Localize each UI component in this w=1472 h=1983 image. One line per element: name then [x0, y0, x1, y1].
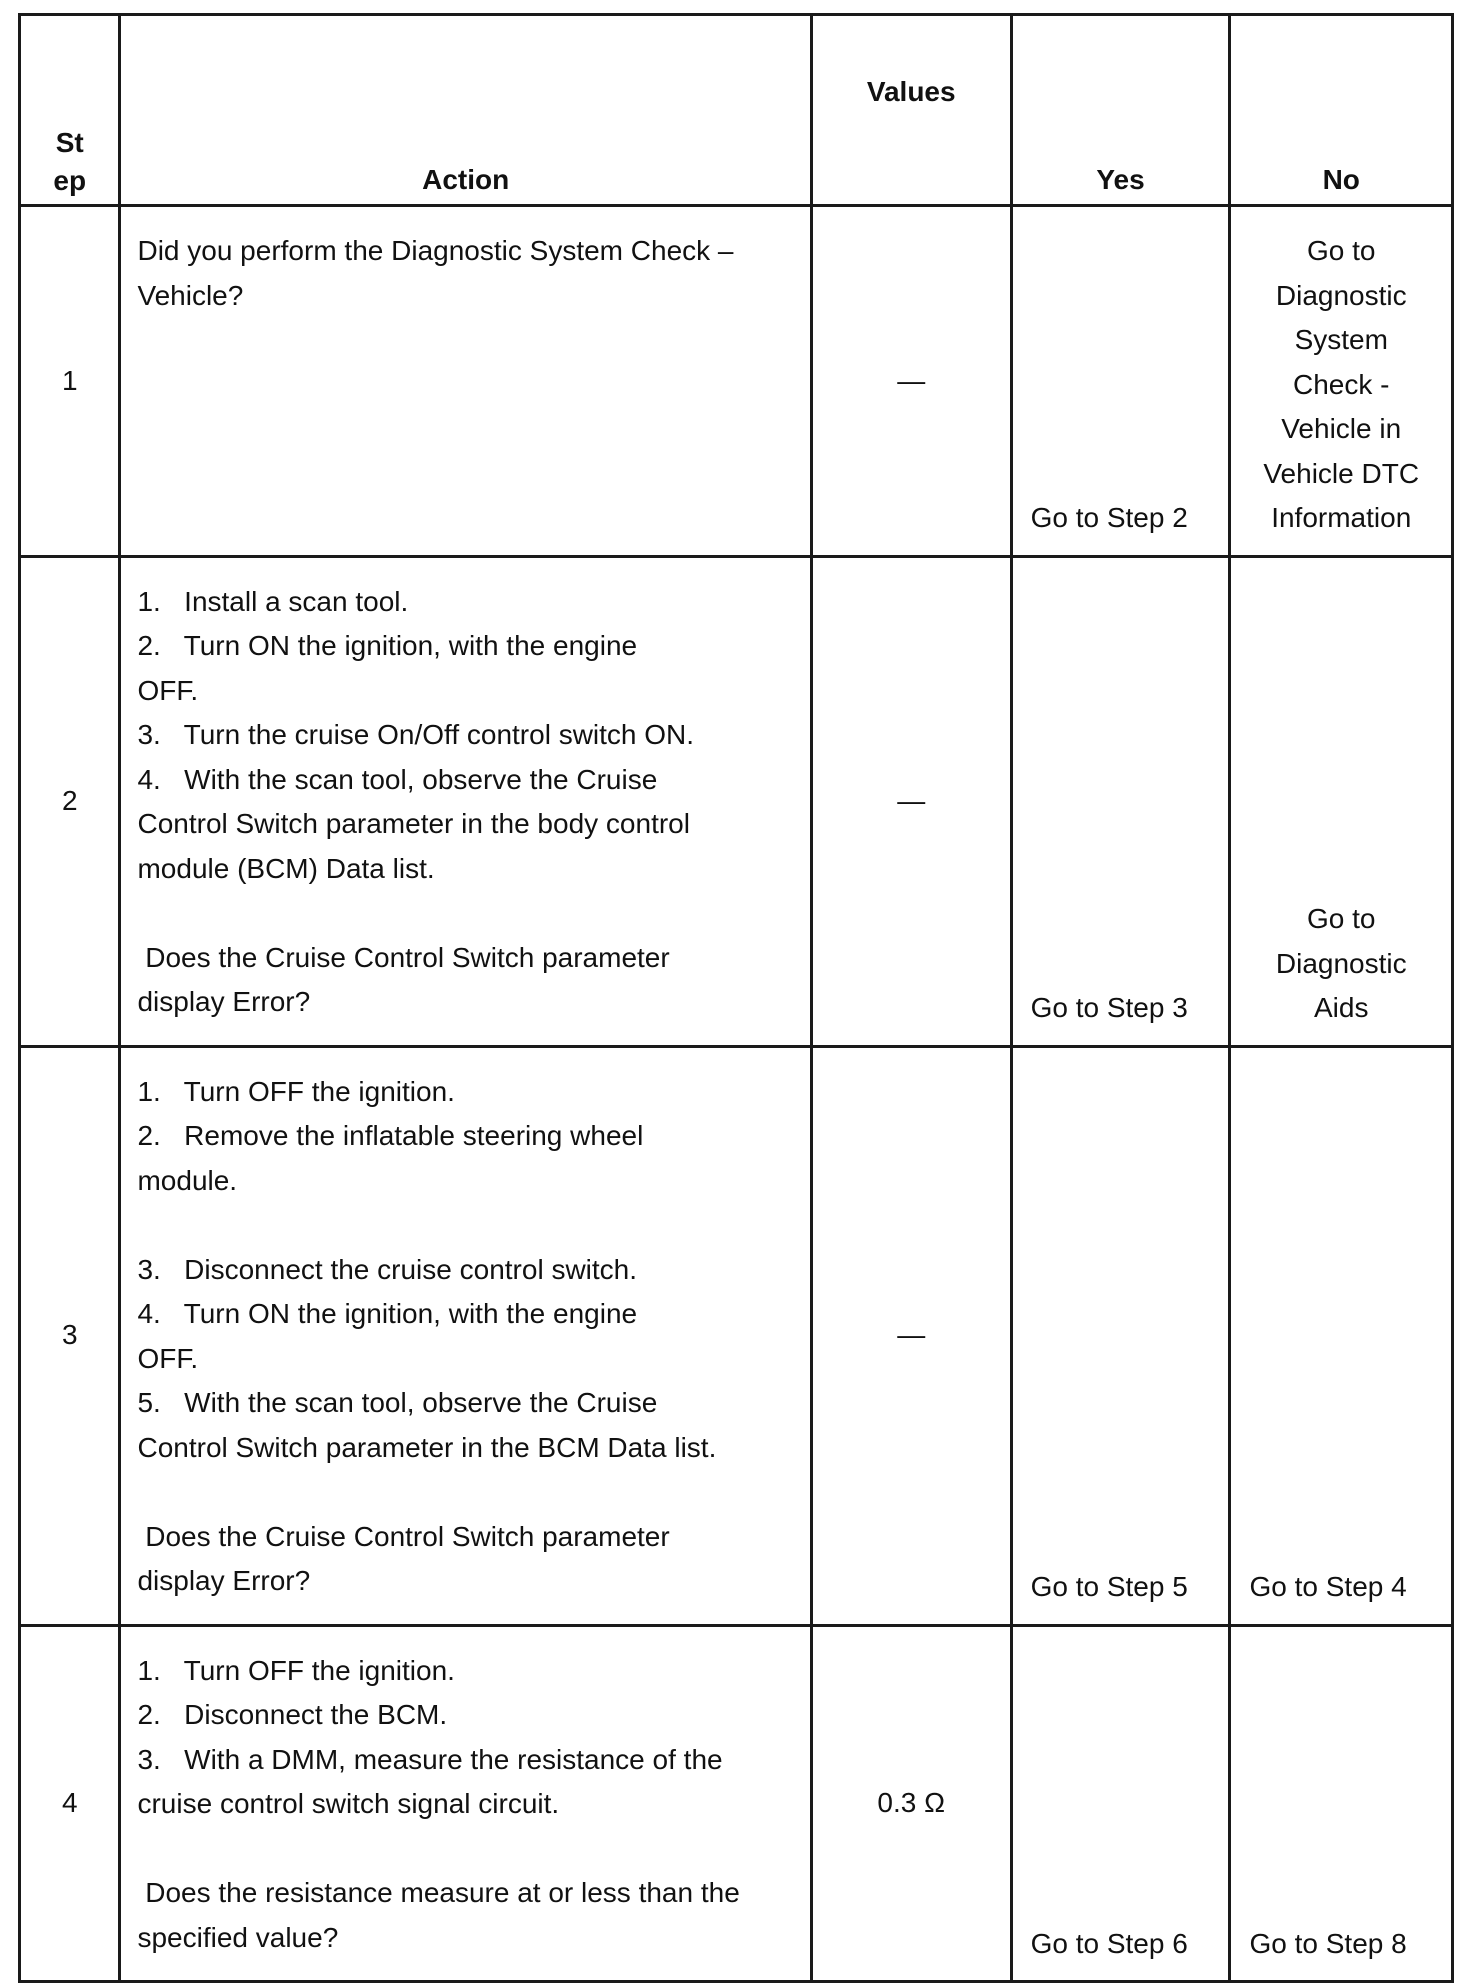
value-cell: — — [811, 1046, 1011, 1625]
action-cell — [120, 1625, 811, 1982]
action-line: 1. Install a scan tool. — [137, 585, 409, 617]
action-line: 3. Disconnect the cruise control switch. — [137, 1253, 638, 1285]
action-cell — [120, 206, 811, 557]
action-line: Does the Cruise Control Switch parameter — [137, 941, 670, 973]
no-line: Go to — [1307, 903, 1376, 934]
no-line: Information — [1271, 502, 1412, 533]
yes-cell: Go to Step 5 — [1011, 1046, 1230, 1625]
no-line: Vehicle DTC — [1263, 457, 1420, 489]
no-cell — [1230, 1625, 1453, 1982]
action-line — [137, 891, 797, 936]
header-row — [20, 15, 1453, 206]
action-line: Does the Cruise Control Switch parameter — [137, 1520, 670, 1552]
value-cell: — — [811, 556, 1011, 1046]
table-row — [20, 1046, 1453, 1625]
action-line: Control Switch parameter in the BCM Data list. — [137, 1431, 717, 1463]
action-line: 3. Turn the cruise On/Off control switch ON. — [137, 719, 695, 750]
no-line: Vehicle in — [1281, 413, 1402, 444]
action-line: Control Switch parameter in the body control — [137, 808, 690, 839]
no-line: System — [1294, 324, 1388, 355]
yes-cell: Go to Step 2 — [1011, 206, 1230, 557]
step-number: 4 — [20, 1625, 120, 1982]
no-cell — [1230, 556, 1453, 1046]
action-cell — [120, 1046, 811, 1625]
no-line: Aids — [1314, 992, 1369, 1023]
action-line: specified value? — [137, 1921, 339, 1953]
action-line: module (BCM) Data list. — [137, 852, 435, 884]
action-line: 5. With the scan tool, observe the Cruise — [137, 1387, 658, 1418]
no-line: Diagnostic — [1275, 947, 1407, 979]
step-number: 2 — [20, 556, 120, 1046]
no-line: Diagnostic — [1275, 279, 1407, 311]
diagnostic-table — [18, 13, 1454, 1983]
action-line: Does the resistance measure at or less than the — [137, 1877, 740, 1908]
table-row — [20, 206, 1453, 557]
value-cell: — — [811, 206, 1011, 557]
action-cell — [120, 556, 811, 1046]
action-line: 1. Turn OFF the ignition. — [137, 1654, 455, 1686]
header-action: Action — [120, 15, 811, 206]
yes-cell: Go to Step 3 — [1011, 556, 1230, 1046]
header-no: No — [1230, 15, 1453, 206]
action-line: 2. Disconnect the BCM. — [137, 1699, 448, 1730]
action-line: module. — [137, 1164, 238, 1196]
action-line: display Error? — [137, 986, 311, 1017]
no-line: Go to Step 4 — [1249, 1571, 1407, 1602]
no-line: Go to Step 8 — [1249, 1927, 1407, 1959]
header-step: St ep — [20, 15, 120, 206]
no-line: Check - — [1293, 368, 1390, 400]
action-line: Vehicle? — [137, 279, 244, 311]
action-line: 2. Turn ON the ignition, with the engine — [137, 630, 638, 661]
action-line: 2. Remove the inflatable steering wheel — [137, 1120, 644, 1151]
step-number: 1 — [20, 206, 120, 557]
yes-cell: Go to Step 6 — [1011, 1625, 1230, 1982]
header-yes: Yes — [1011, 15, 1230, 206]
value-cell: 0.3 Ω — [811, 1625, 1011, 1982]
action-line: 3. With a DMM, measure the resistance of the — [137, 1743, 723, 1775]
action-line: OFF. — [137, 1342, 199, 1374]
action-line — [137, 1203, 797, 1248]
action-line: Did you perform the Diagnostic System Check – — [137, 235, 734, 266]
action-line: display Error? — [137, 1565, 311, 1596]
action-line: 4. With the scan tool, observe the Cruise — [137, 763, 658, 795]
step-number: 3 — [20, 1046, 120, 1625]
table-row — [20, 556, 1453, 1046]
action-line: cruise control switch signal circuit. — [137, 1788, 560, 1819]
action-line: OFF. — [137, 674, 199, 706]
action-line: 1. Turn OFF the ignition. — [137, 1075, 455, 1107]
action-line — [137, 1827, 797, 1872]
action-line — [137, 1470, 797, 1515]
action-line: 4. Turn ON the ignition, with the engine — [137, 1298, 638, 1329]
no-cell — [1230, 206, 1453, 557]
table-row — [20, 1625, 1453, 1982]
no-cell — [1230, 1046, 1453, 1625]
header-values: Values — [811, 15, 1011, 206]
no-line: Go to — [1307, 235, 1376, 266]
